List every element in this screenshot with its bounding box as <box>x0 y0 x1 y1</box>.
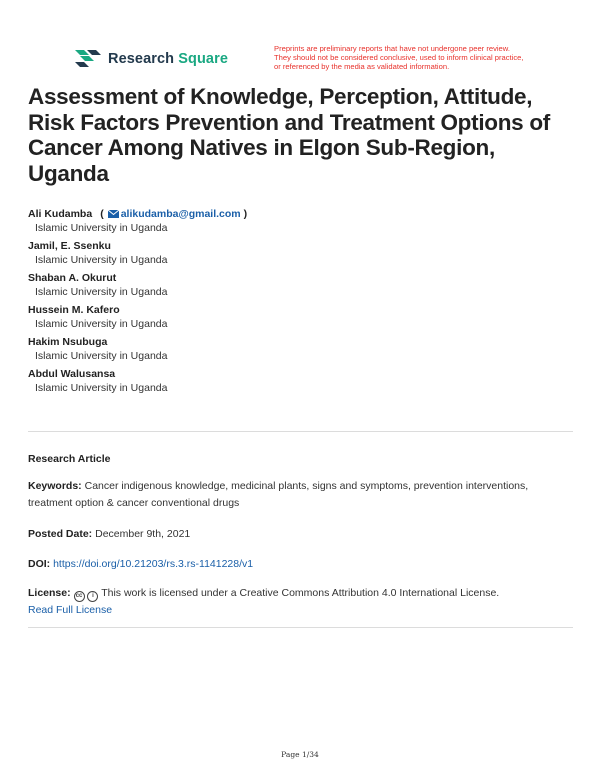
notice-line: Preprints are preliminary reports that have not undergone peer review. <box>274 44 510 53</box>
doi-link[interactable]: https://doi.org/10.21203/rs.3.rs-1141228/v1 <box>53 558 254 570</box>
divider <box>28 627 573 628</box>
author-item <box>28 335 568 367</box>
keywords-label: Keywords: <box>28 480 82 492</box>
license-section <box>28 585 558 619</box>
preprint-notice <box>274 44 544 72</box>
author-affiliation: Islamic University in Uganda <box>35 222 168 234</box>
author-item <box>28 207 568 239</box>
license-text: This work is licensed under a Creative Commons Attribution 4.0 International License. <box>101 587 500 599</box>
research-square-logo-icon <box>75 48 101 70</box>
author-item <box>28 271 568 303</box>
cc-icon: cc <box>74 591 85 602</box>
author-name: Hakim Nsubuga <box>28 336 108 348</box>
notice-line: or referenced by the media as validated information. <box>274 62 450 72</box>
divider <box>28 431 573 432</box>
author-affiliation: Islamic University in Uganda <box>35 286 168 298</box>
envelope-icon <box>108 210 119 218</box>
posted-date-section <box>28 526 558 543</box>
author-item <box>28 239 568 271</box>
license-label: License: <box>28 587 71 599</box>
by-icon: i <box>87 591 98 602</box>
author-name: Ali Kudamba <box>28 208 93 220</box>
posted-date-label: Posted Date: <box>28 528 93 540</box>
read-full-license-link[interactable]: Read Full License <box>28 604 113 616</box>
author-item <box>28 367 568 399</box>
author-list <box>28 207 568 399</box>
doi-section <box>28 556 558 573</box>
author-item <box>28 303 568 335</box>
doi-label: DOI: <box>28 558 51 570</box>
posted-date-value: December 9th, 2021 <box>95 528 191 540</box>
paper-title: Assessment of Knowledge, Perception, Attitude, Risk Factors Prevention and Treatment Options of Cancer Among Natives in Elgon Sub-Region, Uganda <box>28 84 550 186</box>
author-affiliation: Islamic University in Uganda <box>35 254 168 266</box>
author-name: Abdul Walusansa <box>28 368 116 380</box>
page-number: Page 1/34 <box>281 750 319 759</box>
notice-line: They should not be considered conclusive, used to inform clinical practice, <box>274 53 524 63</box>
keywords-section <box>28 478 558 512</box>
author-email[interactable]: ( alikudamba@gmail.com ) <box>100 208 248 220</box>
research-square-logo[interactable] <box>75 48 228 70</box>
author-email-link[interactable]: alikudamba@gmail.com <box>120 208 241 220</box>
author-affiliation: Islamic University in Uganda <box>35 318 168 330</box>
keywords-text: Cancer indigenous knowledge, medicinal plants, signs and symptoms, prevention interventions, treatment option & cancer conventional drugs <box>28 480 529 509</box>
article-type: Research Article <box>28 453 111 465</box>
author-name: Hussein M. Kafero <box>28 304 120 316</box>
author-name: Jamil, E. Ssenku <box>28 240 111 252</box>
logo-wordmark: Research Square <box>108 51 228 67</box>
author-affiliation: Islamic University in Uganda <box>35 382 168 394</box>
author-affiliation: Islamic University in Uganda <box>35 350 168 362</box>
author-name: Shaban A. Okurut <box>28 272 117 284</box>
